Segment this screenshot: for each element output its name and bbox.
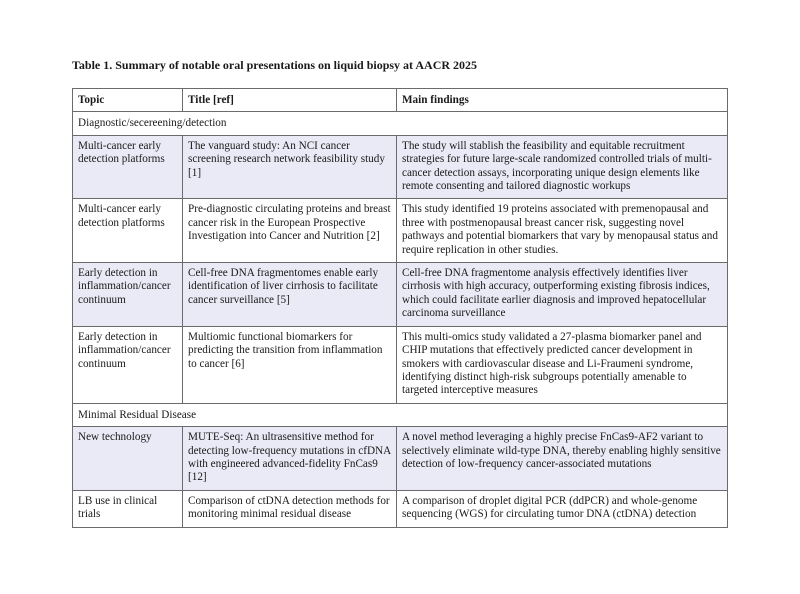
presentations-table [72, 88, 728, 528]
cell-topic: Multi-cancer early detection platforms [73, 199, 183, 263]
table-row [73, 263, 728, 327]
cell-title: Multiomic functional biomarkers for predicting the transition from inflammation to cancer [6] [183, 326, 397, 403]
section-row-detection [73, 112, 728, 135]
cell-topic: Early detection in inflammation/cancer continuum [73, 326, 183, 403]
cell-topic: Early detection in inflammation/cancer continuum [73, 263, 183, 327]
cell-topic: LB use in clinical trials [73, 490, 183, 527]
table-row [73, 199, 728, 263]
cell-findings: This study identified 19 proteins associated with premenopausal and three with postmenopausal breast cancer risk, suggesting novel pathways and potential biomarkers that vary by menopausal status and require replication in other studies. [397, 199, 728, 263]
header-main-findings: Main findings [397, 89, 728, 112]
cell-title: Cell-free DNA fragmentomes enable early identification of liver cirrhosis to facilitate cancer surveillance [5] [183, 263, 397, 327]
cell-findings: Cell-free DNA fragmentome analysis effectively identifies liver cirrhosis with high accuracy, outperforming existing fibrosis indices, which could facilitate earlier diagnosis and improved hepatocellular carcinoma surveillance [397, 263, 728, 327]
cell-topic: Multi-cancer early detection platforms [73, 135, 183, 199]
cell-title: Comparison of ctDNA detection methods for monitoring minimal residual disease [183, 490, 397, 527]
section-row-mrd [73, 403, 728, 426]
cell-findings: The study will stablish the feasibility and equitable recruitment strategies for future large-scale randomized controlled trials of multi-cancer detection assays, incorporating unique design elements like remote consenting and tailored diagnostic workups [397, 135, 728, 199]
table-row [73, 427, 728, 491]
cell-title: Pre-diagnostic circulating proteins and breast cancer risk in the European Prospective Investigation into Cancer and Nutrition [2] [183, 199, 397, 263]
section-title: Minimal Residual Disease [73, 403, 728, 426]
cell-title: The vanguard study: An NCI cancer screening research network feasibility study [1] [183, 135, 397, 199]
cell-findings: A novel method leveraging a highly precise FnCas9-AF2 variant to selectively eliminate wild-type DNA, thereby enabling highly sensitive detection of low-frequency cancer-associated mutations [397, 427, 728, 491]
table-caption: Table 1. Summary of notable oral presentations on liquid biopsy at AACR 2025 [72, 58, 478, 72]
header-row [73, 89, 728, 112]
cell-findings: This multi-omics study validated a 27-plasma biomarker panel and CHIP mutations that effectively predicted cancer development in smokers with cardiovascular disease and Li-Fraumeni syndrome, identifying distinct high-risk subgroups potentially amenable to targeted interceptive measures [397, 326, 728, 403]
cell-topic: New technology [73, 427, 183, 491]
table-row [73, 490, 728, 527]
table-row [73, 135, 728, 199]
section-title: Diagnostic/secereening/detection [73, 112, 728, 135]
header-title: Title [ref] [183, 89, 397, 112]
cell-findings: A comparison of droplet digital PCR (ddPCR) and whole-genome sequencing (WGS) for circulating tumor DNA (ctDNA) detection [397, 490, 728, 527]
cell-title: MUTE-Seq: An ultrasensitive method for detecting low-frequency mutations in cfDNA with engineered advanced-fidelity FnCas9 [12] [183, 427, 397, 491]
table-row [73, 326, 728, 403]
header-topic: Topic [73, 89, 183, 112]
